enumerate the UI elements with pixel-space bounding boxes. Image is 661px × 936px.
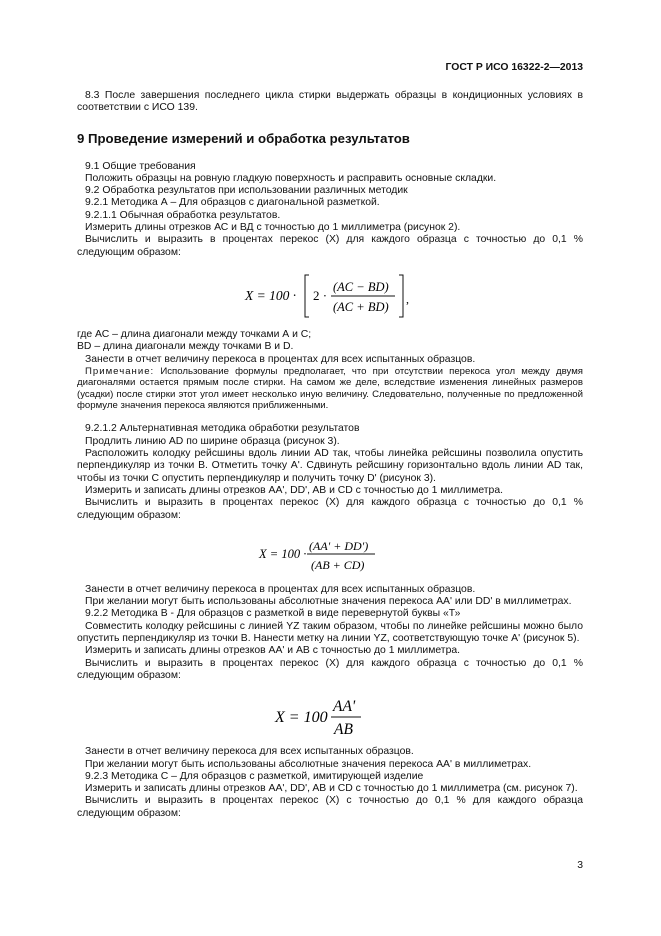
line-report-2: Занести в отчет величину перекоса в процентах для всех испытанных образцов.: [85, 583, 476, 595]
line-9-2: 9.2 Обработка результатов при использовании различных методик: [85, 185, 408, 197]
formula-2-svg: [77, 524, 583, 584]
formula-1-left-bracket: [305, 275, 309, 317]
line-calc-2: Вычислить и выразить в процентах перекос (X) для каждого образца с точностью до 0,1 % следующим образом:: [77, 497, 583, 521]
where-bd: BD – длина диагонали между точками В и D.: [77, 341, 294, 353]
line-abs-values-1: При желании могут быть использованы абсолютные значения перекоса АА' или DD' в миллиметрах.: [85, 596, 572, 608]
section-title: 9 Проведение измерений и обработка результатов: [77, 130, 410, 146]
line-align-yz: Совместить колодку рейсшины с линией YZ таким образом, чтобы по линейке рейсшины можно было опустить перпендикуляр из точки В. Нанести метку на линии YZ, соответствующую точке А' (рисунок 5).: [77, 620, 583, 645]
line-report-1: Занести в отчет величину перекоса в процентах для всех испытанных образцов.: [85, 353, 476, 365]
line-9-2-1: 9.2.1 Методика А – Для образцов с диагональной разметкой.: [85, 197, 380, 209]
line-calc-3: Вычислить и выразить в процентах перекос (X) для каждого образца с точностью до 0,1 % следующим образом:: [77, 657, 583, 681]
formula-1-tail: ,: [406, 291, 409, 306]
line-calc-4: Вычислить и выразить в процентах перекос (X) с точностью до 0,1 % для каждого образца следующим образом:: [77, 795, 583, 819]
formula-2-denominator: (AB + CD): [311, 557, 365, 572]
formula-2-lhs: X = 100 ·: [259, 546, 307, 561]
formula-1-svg: [77, 263, 583, 329]
formula-2-numerator: (AA' + DD'): [309, 538, 369, 553]
line-9-2-1-1: 9.2.1.1 Обычная обработка результатов.: [85, 209, 281, 221]
formula-1-denominator: (AC + BD): [333, 299, 389, 314]
line-measure-aa-ab: Измерить и записать длины отрезков АА' и АВ с точностью до 1 миллиметра.: [85, 645, 461, 657]
line-measure-c: Измерить и записать длины отрезков АА', DD', AB и CD с точностью до 1 миллиметра (см. рисунок 7).: [85, 783, 578, 795]
where-ac: где АС – длина диагонали между точками А и С;: [77, 328, 312, 340]
line-measure-ac-bd: Измерить длины отрезков АС и ВД с точностью до 1 миллиметра (рисунок 2).: [85, 222, 461, 234]
document-header: ГОСТ Р ИСО 16322-2—2013: [445, 62, 583, 73]
formula-1: [77, 263, 583, 329]
line-extend-ad: Продлить линию AD по ширине образца (рисунок 3).: [85, 435, 340, 447]
line-report-3: Занести в отчет величину перекоса для всех испытанных образцов.: [85, 746, 414, 758]
line-9-2-2: 9.2.2 Методика В - Для образцов с разметкой в виде перевернутой буквы «Т»: [85, 608, 461, 620]
line-calc-1: Вычислить и выразить в процентах перекос (X) для каждого образца с точностью до 0,1 % следующим образом:: [77, 234, 583, 258]
formula-3-denominator: AB: [334, 721, 353, 739]
line-9-2-1-2: 9.2.1.2 Альтернативная методика обработки результатов: [85, 423, 360, 435]
line-9-1: 9.1 Общие требования: [85, 160, 196, 172]
formula-1-lhs: X = 100 ·: [245, 287, 297, 303]
line-general-req: Положить образцы на ровную гладкую поверхность и расправить основные складки.: [85, 172, 497, 184]
formula-1-right-bracket: [399, 275, 403, 317]
formula-3-lhs: X = 100: [275, 709, 328, 727]
note-text: Использование формулы предполагает, что при отсутствии перекоса угол между двумя диагоналями остается прямым после стирки. На самом же деле, вследствие изменения линейных размеров (усадки) после стирки этот угол имеет несколько иную величину. Следовательно, полученные по предложенной формуле значения перекоса являются приближенными.: [77, 365, 583, 412]
line-t-square: Расположить колодку рейсшины вдоль линии AD так, чтобы линейка рейсшины позволила опустить перпендикуляр из точки В. Отметить точку А'. Сдвинуть рейсшину горизонтально вдоль линии AD так, чтобы из точки С опустить перпендикуляр и получить точку D' (рисунок 3).: [77, 448, 583, 484]
page-number: 3: [577, 860, 583, 871]
paragraph-8-3: 8.3 После завершения последнего цикла стирки выдержать образцы в кондиционных условиях в соответствии с ИСО 139.: [77, 90, 583, 114]
formula-2: [77, 524, 583, 584]
note-label: Примечание:: [85, 365, 155, 377]
line-9-2-3: 9.2.3 Методика С – Для образцов с разметкой, имитирующей изделие: [85, 770, 424, 782]
formula-3: [77, 684, 583, 746]
line-measure-aa-dd: Измерить и записать длины отрезков АА', DD', AB и CD с точностью до 1 миллиметра.: [85, 484, 503, 496]
formula-1-coef: 2 ·: [313, 287, 328, 303]
formula-3-svg: [77, 684, 583, 746]
formula-1-numerator: (AC − BD): [333, 279, 389, 294]
formula-3-numerator: AA': [333, 698, 356, 716]
note-block: [77, 366, 583, 412]
line-abs-values-2: При желании могут быть использованы абсолютные значения перекоса АА' в миллиметрах.: [85, 758, 532, 770]
